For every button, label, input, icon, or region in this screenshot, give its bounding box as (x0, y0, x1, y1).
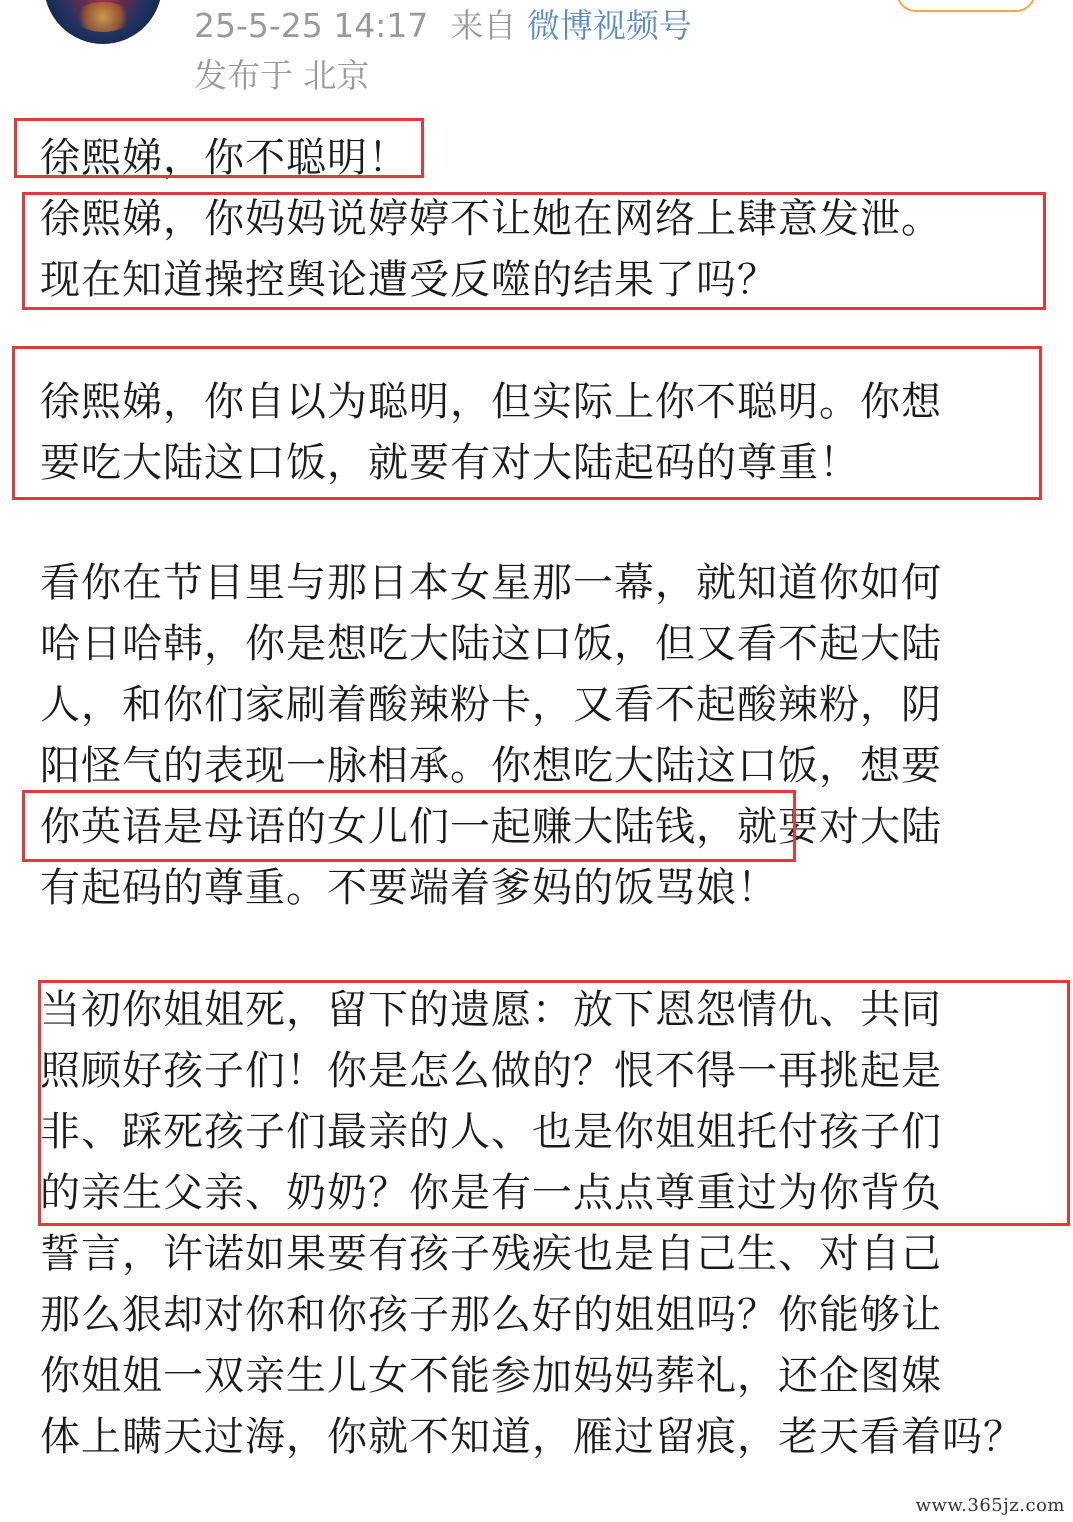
source-prefix: 来自 (450, 6, 517, 45)
source-link[interactable]: 微博视频号 (526, 6, 692, 45)
text-line: 当初你姐姐死，留下的遗愿：放下恩怨情仇、共同 (40, 987, 942, 1033)
post-paragraph-3 (40, 372, 1050, 494)
text-line: 阳怪气的表现一脉相承。你想吃大陆这口饭，想要 (40, 743, 942, 789)
text-line: 徐熙娣，你自以为聪明，但实际上你不聪明。你想 (40, 379, 942, 425)
text-line: 你英语是母语的女儿们一起赚大陆钱，就要对大陆 (40, 804, 942, 850)
post-paragraph-4 (40, 553, 1050, 919)
text-line: 人，和你们家刷着酸辣粉卡，又看不起酸辣粉，阴 (40, 682, 942, 728)
post-location: 发布于 北京 (194, 56, 370, 95)
text-line: 现在知道操控舆论遭受反噬的结果了吗？ (40, 257, 778, 303)
post-paragraph-5 (40, 980, 1050, 1468)
follow-button[interactable] (896, 0, 1036, 12)
post-timestamp: 25-5-25 14:17 (194, 6, 429, 45)
site-watermark: www.365jz.com (915, 1495, 1065, 1516)
post-paragraph-2 (40, 189, 1050, 311)
avatar[interactable] (44, 0, 162, 44)
text-line: 誓言，许诺如果要有孩子残疾也是自己生、对自己 (40, 1231, 942, 1277)
text-line: 你姐姐一双亲生儿女不能参加妈妈葬礼，还企图媒 (40, 1353, 942, 1399)
text-line: 照顾好孩子们！你是怎么做的？恨不得一再挑起是 (40, 1048, 942, 1094)
text-line: 哈日哈韩，你是想吃大陆这口饭，但又看不起大陆 (40, 621, 942, 667)
text-line: 非、踩死孩子们最亲的人、也是你姐姐托付孩子们 (40, 1109, 942, 1155)
text-line: 的亲生父亲、奶奶？你是有一点点尊重过为你背负 (40, 1170, 942, 1216)
text-line: 有起码的尊重。不要端着爹妈的饭骂娘！ (40, 865, 778, 911)
text-line: 徐熙娣，你妈妈说婷婷不让她在网络上肆意发泄。 (40, 196, 942, 242)
text-line: 徐熙娣，你不聪明！ (40, 135, 409, 181)
post-paragraph-1 (40, 128, 1050, 189)
text-line: 要吃大陆这口饭，就要有对大陆起码的尊重！ (40, 440, 860, 486)
text-line: 那么狠却对你和你孩子那么好的姐姐吗？你能够让 (40, 1292, 942, 1338)
post-meta-time-source (194, 6, 692, 46)
text-line: 看你在节目里与那日本女星那一幕，就知道你如何 (40, 560, 942, 606)
text-line: 体上瞒天过海，你就不知道，雁过留痕，老天看着吗？ (40, 1414, 1024, 1460)
